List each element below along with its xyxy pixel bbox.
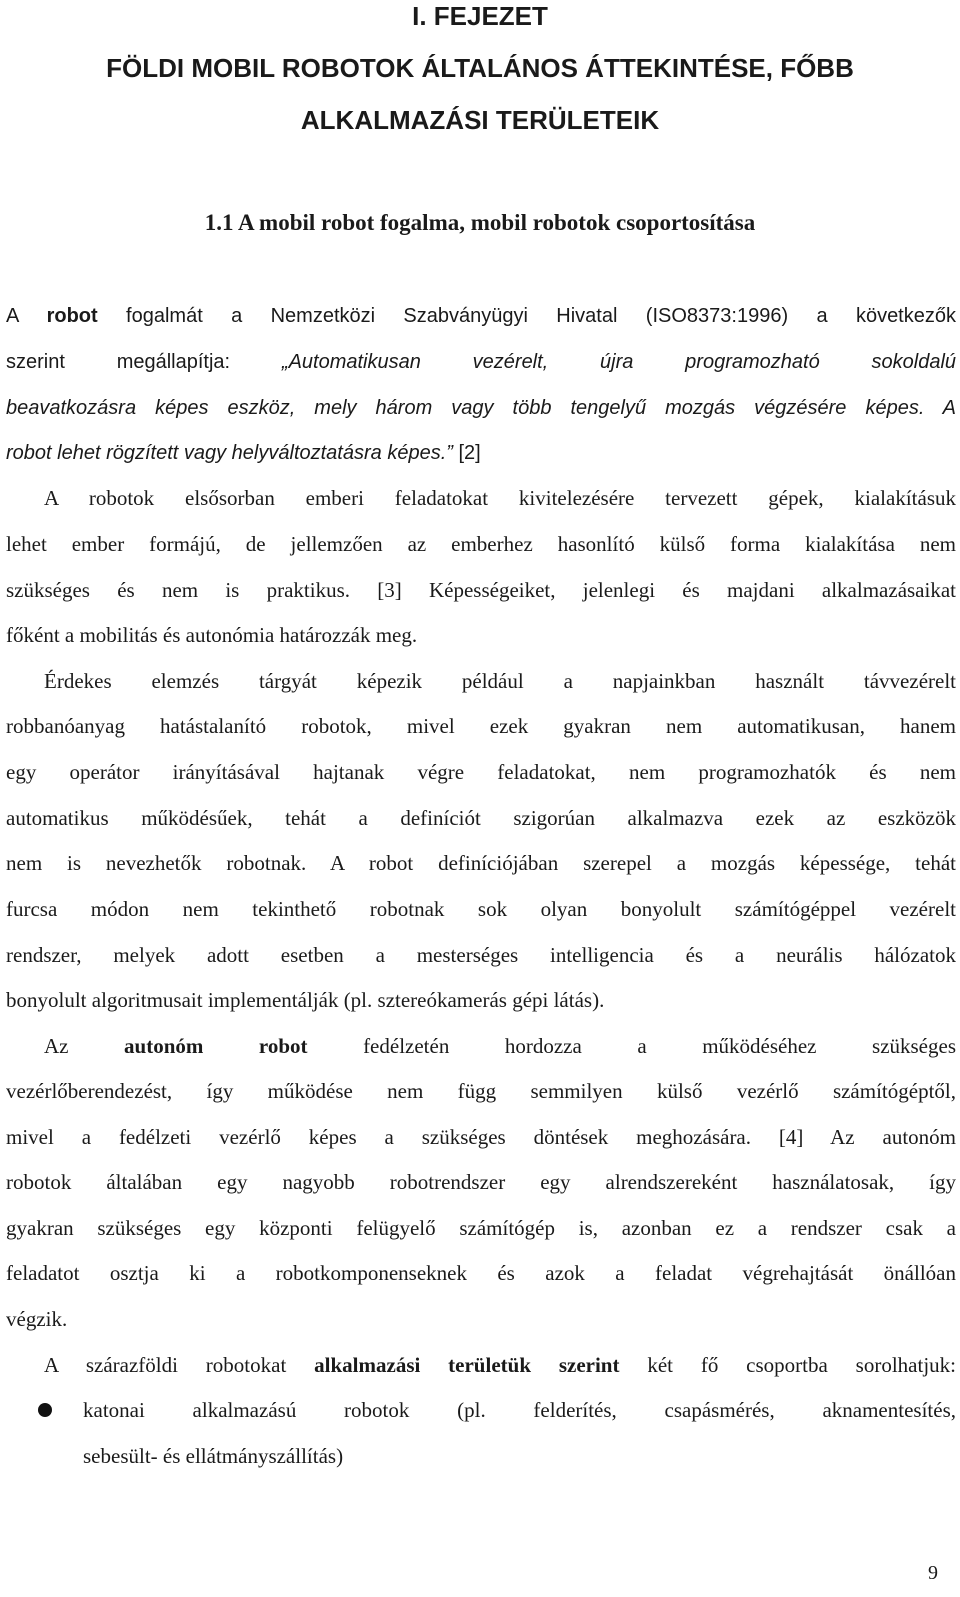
- definition-line-3: beavatkozásra képes eszköz, mely három vagy több tengelyű mozgás végzésére képes. A: [6, 397, 956, 419]
- analysis-line-2: robbanóanyag hatástalanító robotok, mivel ezek gyakran nem automatikusan, hanem: [6, 714, 956, 738]
- definition-line-1: A robot fogalmát a Nemzetközi Szabványügyi Hivatal (ISO8373:1996) a következők: [6, 305, 956, 327]
- autonomous-line-5: gyakran szükséges egy központi felügyelő számítógép is, azonban ez a rendszer csak a: [6, 1216, 956, 1240]
- chapter-title-line-1: FÖLDI MOBIL ROBOTOK ÁLTALÁNOS ÁTTEKINTÉSE, FŐBB: [106, 53, 854, 83]
- robots-line-4: főként a mobilitás és autonómia határozzák meg.: [6, 623, 418, 647]
- term-autonomous-robot: autonóm robot: [124, 1034, 308, 1058]
- analysis-line-1: Érdekes elemzés tárgyát képezik például a napjainkban használt távvezérelt: [44, 669, 956, 693]
- analysis-line-8: bonyolult algoritmusait implementálják (pl. sztereókamerás gépi látás).: [6, 988, 605, 1012]
- robots-line-3: szükséges és nem is praktikus. [3] Képességeiket, jelenlegi és majdani alkalmazásaikat: [6, 578, 956, 602]
- analysis-line-6: furcsa módon nem tekinthető robotnak sok olyan bonyolult számítógéppel vezérelt: [6, 897, 956, 921]
- page-number: 9: [928, 1562, 938, 1584]
- iso-definition-quote: „Automatikusan vezérelt, újra programozható sokoldalú: [281, 351, 957, 373]
- autonomous-line-2: vezérlőberendezést, így működése nem függ semmilyen külső vezérlő számítógéptől,: [6, 1079, 956, 1103]
- analysis-line-7: rendszer, melyek adott esetben a mesterséges intelligencia és a neurális hálózatok: [6, 943, 956, 967]
- list-item-line-2: sebesült- és ellátmányszállítás): [83, 1444, 344, 1468]
- autonomous-line-4: robotok általában egy nagyobb robotrendszer egy alrendszereként használatosak, így: [6, 1170, 956, 1194]
- definition-line-4: robot lehet rögzített vagy helyváltoztatásra képes.” [2]: [6, 442, 481, 464]
- chapter-label: I. FEJEZET: [412, 1, 548, 31]
- bullet-icon: [38, 1403, 52, 1417]
- section-title: 1.1 A mobil robot fogalma, mobil robotok csoportosítása: [204, 210, 756, 235]
- autonomous-line-1: Az autonóm robot fedélzetén hordozza a működéséhez szükséges: [44, 1034, 956, 1058]
- autonomous-line-6: feladatot osztja ki a robotkomponenseknek és azok a feladat végrehajtását önállóan: [6, 1261, 956, 1285]
- term-robot: robot: [46, 305, 98, 327]
- analysis-line-4: automatikus működésűek, tehát a definíciót szigorúan alkalmazva ezek az eszközök: [6, 806, 956, 830]
- robots-line-2: lehet ember formájú, de jellemzően az emberhez hasonlító külső forma kialakítása nem: [6, 532, 956, 556]
- chapter-title-line-2: ALKALMAZÁSI TERÜLETEIK: [300, 105, 660, 135]
- term-application-area: alkalmazási területük szerint: [314, 1353, 620, 1377]
- list-item-line-1: katonai alkalmazású robotok (pl. felderítés, csapásmérés, aknamentesítés,: [83, 1398, 956, 1422]
- definition-line-2: szerint megállapítja: „Automatikusan vezérelt, újra programozható sokoldalú: [6, 351, 957, 373]
- application-intro: A szárazföldi robotokat alkalmazási területük szerint két fő csoportba sorolhatjuk:: [44, 1353, 956, 1377]
- analysis-line-5: nem is nevezhetők robotnak. A robot definíciójában szerepel a mozgás képessége, tehát: [6, 851, 956, 875]
- autonomous-line-3: mivel a fedélzeti vezérlő képes a szükséges döntések meghozására. [4] Az autonóm: [6, 1125, 956, 1149]
- analysis-line-3: egy operátor irányításával hajtanak végre feladatokat, nem programozhatók és nem: [6, 760, 956, 784]
- robots-line-1: A robotok elsősorban emberi feladatokat kivitelezésére tervezett gépek, kialakításuk: [44, 486, 956, 510]
- citation: [2]: [452, 442, 481, 464]
- autonomous-line-7: végzik.: [6, 1307, 68, 1331]
